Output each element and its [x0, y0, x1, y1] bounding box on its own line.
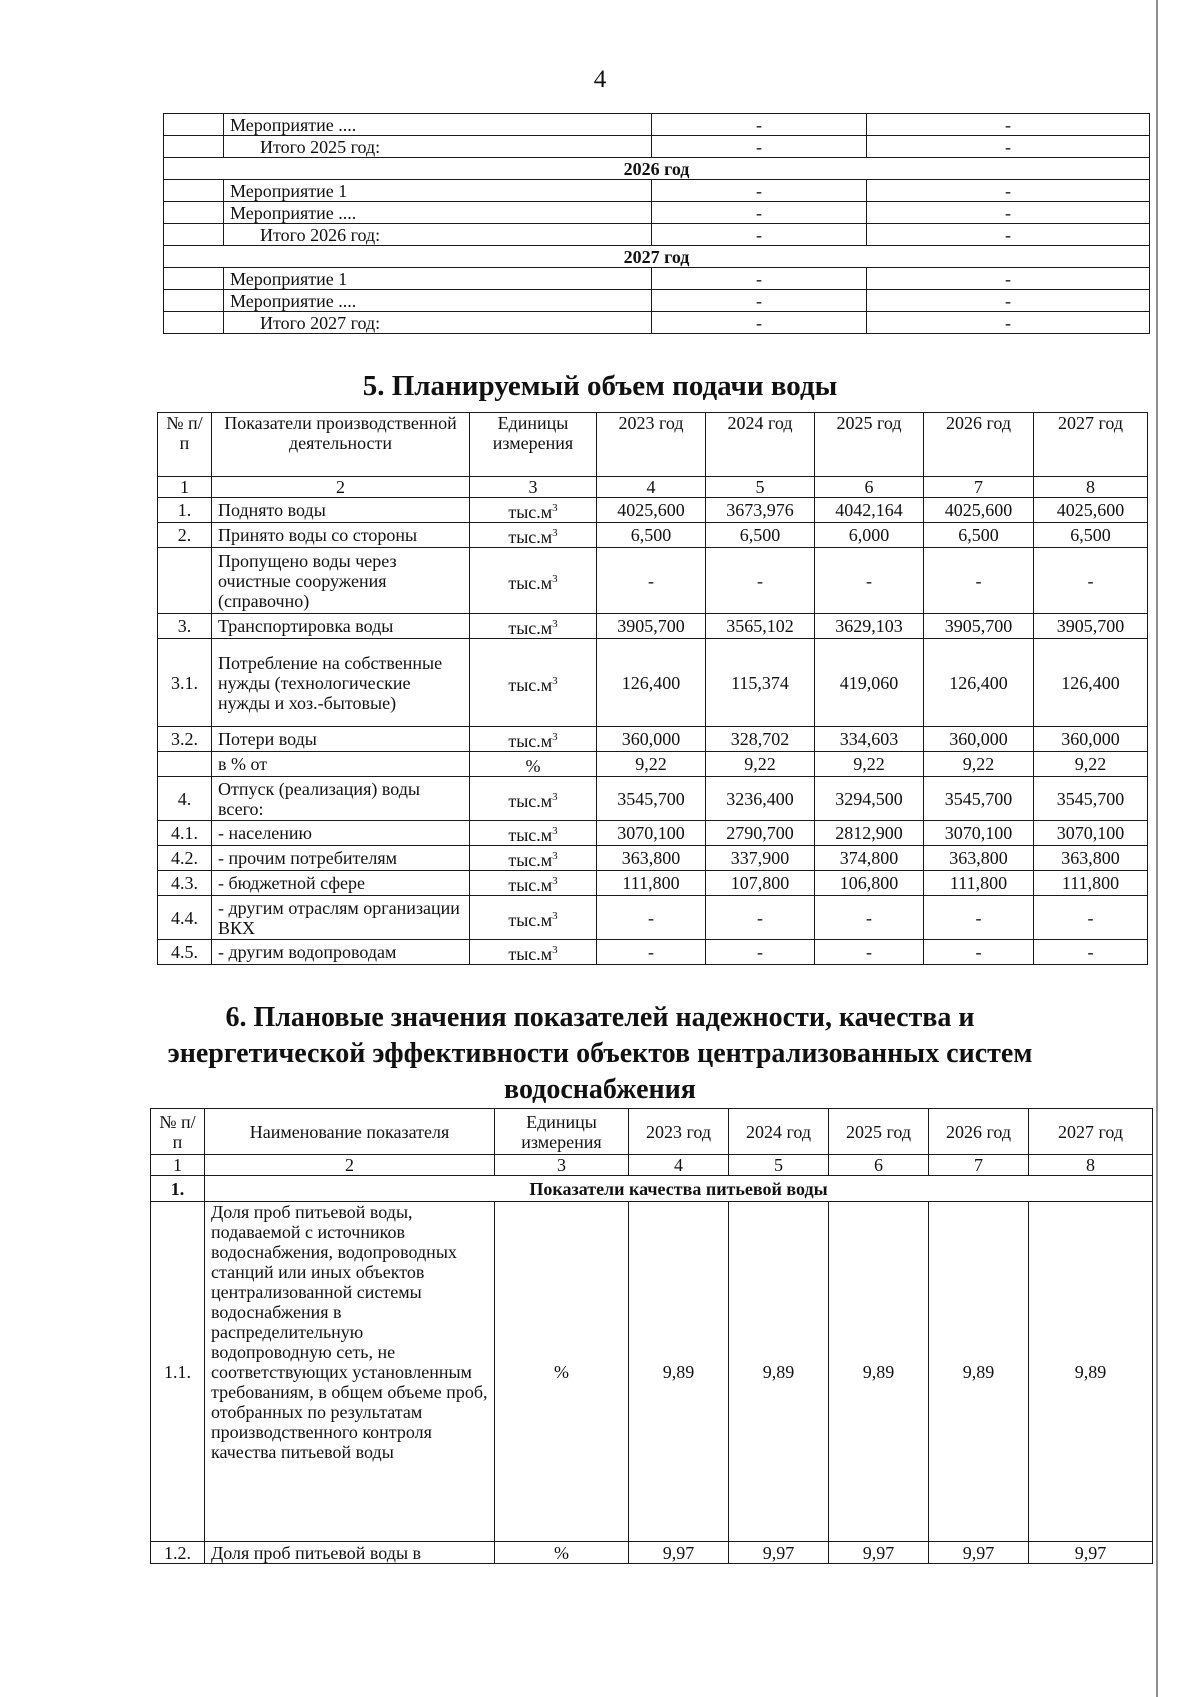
activity-value: -: [652, 224, 867, 246]
value-cell: -: [1034, 940, 1148, 965]
indicator-name: Пропущено воды через очистные сооружения (справочно): [212, 548, 470, 614]
column-header: 2026 год: [924, 413, 1034, 477]
unit-cell: [470, 940, 597, 965]
value-cell: 6,500: [706, 523, 815, 548]
indicator-name: Транспортировка воды: [212, 614, 470, 639]
unit-exponent: 3: [552, 527, 558, 539]
year-header-row: [164, 246, 1150, 268]
column-header: 2025 год: [829, 1109, 929, 1155]
value-cell: 9,97: [829, 1542, 929, 1564]
indicator-name: Отпуск (реализация) воды всего:: [212, 777, 470, 821]
section-5-title: 5. Планируемый объем подачи воды: [362, 370, 838, 402]
unit-cell: [470, 777, 597, 821]
header-row: [151, 1109, 1153, 1155]
column-header: № п/п: [151, 1109, 205, 1155]
activity-row: [164, 202, 1150, 224]
row-number: 4.1.: [158, 821, 212, 846]
value-cell: 111,800: [1034, 871, 1148, 896]
activity-value: -: [867, 114, 1150, 136]
table-row: [158, 727, 1148, 752]
value-cell: 328,702: [706, 727, 815, 752]
column-header: 2023 год: [597, 413, 706, 477]
water-supply-table: [157, 412, 1148, 965]
unit-text: тыс.м: [508, 790, 553, 811]
value-cell: 115,374: [706, 639, 815, 727]
activity-value: -: [867, 312, 1150, 334]
table-row: [158, 498, 1148, 523]
unit-cell: [470, 614, 597, 639]
year-label: 2027 год: [164, 246, 1150, 268]
indicator-name: в % от: [212, 752, 470, 777]
unit-cell: [470, 548, 597, 614]
activity-value: -: [652, 180, 867, 202]
row-number: 1.1.: [151, 1202, 205, 1542]
column-header: 2024 год: [706, 413, 815, 477]
indicator-name: Потери воды: [212, 727, 470, 752]
unit-cell: [470, 639, 597, 727]
column-number: 8: [1034, 477, 1148, 498]
column-header: 2027 год: [1034, 413, 1148, 477]
unit-text: тыс.м: [508, 502, 553, 522]
value-cell: 9,22: [1034, 752, 1148, 777]
value-cell: 9,22: [597, 752, 706, 777]
column-number: 5: [729, 1155, 829, 1176]
unit-text: тыс.м: [508, 731, 553, 751]
section-6-title-line-2: энергетической эффективности объектов централизованных систем: [167, 1038, 1033, 1069]
section-6-title-line-3: водоснабжения: [504, 1074, 696, 1105]
unit-exponent: 3: [552, 618, 558, 630]
value-cell: 4042,164: [815, 498, 924, 523]
indicator-name: Поднято воды: [212, 498, 470, 523]
value-cell: -: [815, 896, 924, 940]
value-cell: 106,800: [815, 871, 924, 896]
page-number: 4: [593, 66, 607, 93]
value-cell: 3070,100: [924, 821, 1034, 846]
value-cell: 6,500: [1034, 523, 1148, 548]
value-cell: 3905,700: [597, 614, 706, 639]
unit-text: тыс.м: [508, 825, 553, 845]
value-cell: 4025,600: [1034, 498, 1148, 523]
value-cell: 374,800: [815, 846, 924, 871]
unit-exponent: 3: [552, 731, 558, 743]
unit-exponent: 3: [552, 825, 558, 837]
unit-exponent: 3: [552, 502, 558, 514]
activity-value: -: [867, 180, 1150, 202]
value-cell: 3565,102: [706, 614, 815, 639]
column-number: 7: [924, 477, 1034, 498]
value-cell: 3629,103: [815, 614, 924, 639]
unit-cell: [470, 523, 597, 548]
indicator-name: Потребление на собственные нужды (технологические нужды и хоз.-бытовые): [212, 639, 470, 727]
unit-exponent: 3: [552, 850, 558, 862]
activity-value: -: [867, 136, 1150, 158]
activity-row: [164, 114, 1150, 136]
unit-cell: [470, 896, 597, 940]
total-label: Итого 2025 год:: [224, 136, 652, 158]
unit-text: тыс.м: [508, 618, 553, 638]
column-header: 2023 год: [629, 1109, 729, 1155]
table-row: [158, 940, 1148, 965]
column-header: Единицы измерения: [495, 1109, 629, 1155]
unit-exponent: 3: [552, 572, 558, 585]
unit-cell: [470, 727, 597, 752]
value-cell: -: [1034, 896, 1148, 940]
table-row: [158, 639, 1148, 727]
unit-text: тыс.м: [508, 909, 553, 930]
indicator-name: Принято воды со стороны: [212, 523, 470, 548]
value-cell: 3070,100: [1034, 821, 1148, 846]
page-edge-line: [1156, 0, 1158, 1697]
value-cell: 363,800: [924, 846, 1034, 871]
unit-cell: [470, 498, 597, 523]
year-label: 2026 год: [164, 158, 1150, 180]
row-number: 4.2.: [158, 846, 212, 871]
unit-text: %: [525, 756, 541, 776]
value-cell: -: [924, 896, 1034, 940]
value-cell: 334,603: [815, 727, 924, 752]
value-cell: 9,97: [629, 1542, 729, 1564]
value-cell: -: [1034, 548, 1148, 614]
unit-text: тыс.м: [508, 674, 553, 695]
value-cell: 3294,500: [815, 777, 924, 821]
activity-row: [164, 180, 1150, 202]
empty-cell: [164, 268, 224, 290]
column-number: 3: [495, 1155, 629, 1176]
column-number: 7: [929, 1155, 1029, 1176]
value-cell: -: [924, 548, 1034, 614]
reliability-indicators-table: [150, 1108, 1153, 1564]
value-cell: 9,97: [729, 1542, 829, 1564]
value-cell: 363,800: [597, 846, 706, 871]
table-row: [158, 821, 1148, 846]
unit-text: тыс.м: [508, 875, 553, 895]
value-cell: 3673,976: [706, 498, 815, 523]
activity-value: -: [652, 136, 867, 158]
unit-exponent: 3: [552, 790, 558, 803]
value-cell: 360,000: [924, 727, 1034, 752]
activity-value: -: [652, 312, 867, 334]
activity-value: -: [867, 224, 1150, 246]
total-label: Итого 2026 год:: [224, 224, 652, 246]
value-cell: 9,89: [629, 1202, 729, 1542]
column-number: 4: [597, 477, 706, 498]
activity-value: -: [867, 268, 1150, 290]
column-header: 2027 год: [1029, 1109, 1153, 1155]
value-cell: 6,500: [924, 523, 1034, 548]
activity-label: Мероприятие ....: [224, 114, 652, 136]
value-cell: 9,89: [1029, 1202, 1153, 1542]
value-cell: 4025,600: [597, 498, 706, 523]
row-number: 4.3.: [158, 871, 212, 896]
value-cell: -: [706, 548, 815, 614]
value-cell: -: [815, 548, 924, 614]
unit-text: тыс.м: [508, 944, 553, 964]
row-number: 4.4.: [158, 896, 212, 940]
value-cell: 107,800: [706, 871, 815, 896]
value-cell: 9,22: [815, 752, 924, 777]
unit-cell: [470, 821, 597, 846]
value-cell: 126,400: [1034, 639, 1148, 727]
table-row: [158, 896, 1148, 940]
activity-row: [164, 290, 1150, 312]
activity-value: -: [867, 202, 1150, 224]
group-number: 1.: [151, 1176, 205, 1202]
empty-cell: [164, 224, 224, 246]
header-row: [158, 413, 1148, 477]
value-cell: 126,400: [924, 639, 1034, 727]
activity-label: Мероприятие 1: [224, 268, 652, 290]
value-cell: -: [815, 940, 924, 965]
row-number: 4.: [158, 777, 212, 821]
value-cell: 9,22: [706, 752, 815, 777]
value-cell: 2790,700: [706, 821, 815, 846]
activity-value: -: [652, 290, 867, 312]
table-row: [151, 1202, 1153, 1542]
value-cell: 363,800: [1034, 846, 1148, 871]
value-cell: -: [597, 548, 706, 614]
column-header: Единицы измерения: [470, 413, 597, 477]
group-row: [151, 1176, 1153, 1202]
row-number: 3.: [158, 614, 212, 639]
unit-cell: [470, 871, 597, 896]
value-cell: 360,000: [597, 727, 706, 752]
column-header: 2026 год: [929, 1109, 1029, 1155]
value-cell: 6,000: [815, 523, 924, 548]
table-row: [158, 614, 1148, 639]
row-number: 1.: [158, 498, 212, 523]
activity-value: -: [867, 290, 1150, 312]
table-row: [158, 846, 1148, 871]
activity-row: [164, 136, 1150, 158]
activity-value: -: [652, 202, 867, 224]
section-6-title-line-1: 6. Плановые значения показателей надежности, качества и: [225, 1002, 975, 1033]
value-cell: 3905,700: [924, 614, 1034, 639]
activities-table: [163, 113, 1150, 334]
value-cell: 3236,400: [706, 777, 815, 821]
column-number: 3: [470, 477, 597, 498]
value-cell: -: [706, 896, 815, 940]
unit-text: тыс.м: [508, 572, 553, 593]
section-6-title: [0, 1000, 1200, 1108]
row-number: [158, 752, 212, 777]
indicator-name: Доля проб питьевой воды в: [205, 1542, 495, 1564]
activity-row: [164, 224, 1150, 246]
value-cell: -: [924, 940, 1034, 965]
table-row: [158, 777, 1148, 821]
row-number: 4.5.: [158, 940, 212, 965]
table-row: [151, 1542, 1153, 1564]
value-cell: -: [597, 896, 706, 940]
activity-label: Мероприятие ....: [224, 290, 652, 312]
column-number: 2: [205, 1155, 495, 1176]
activity-row: [164, 268, 1150, 290]
row-number: 1.2.: [151, 1542, 205, 1564]
indicator-name: - населению: [212, 821, 470, 846]
activity-row: [164, 312, 1150, 334]
empty-cell: [164, 136, 224, 158]
year-header-row: [164, 158, 1150, 180]
empty-cell: [164, 202, 224, 224]
unit-exponent: 3: [552, 909, 558, 922]
value-cell: 2812,900: [815, 821, 924, 846]
column-number: 5: [706, 477, 815, 498]
value-cell: 3545,700: [1034, 777, 1148, 821]
column-header: Наименование показателя: [205, 1109, 495, 1155]
value-cell: 9,89: [729, 1202, 829, 1542]
column-number: 1: [158, 477, 212, 498]
column-number: 2: [212, 477, 470, 498]
indicator-name: - другим водопроводам: [212, 940, 470, 965]
value-cell: 6,500: [597, 523, 706, 548]
value-cell: 9,97: [929, 1542, 1029, 1564]
row-number: 3.2.: [158, 727, 212, 752]
value-cell: 111,800: [597, 871, 706, 896]
value-cell: 9,22: [924, 752, 1034, 777]
value-cell: 9,97: [1029, 1542, 1153, 1564]
value-cell: 360,000: [1034, 727, 1148, 752]
column-number-row: [158, 477, 1148, 498]
value-cell: 3905,700: [1034, 614, 1148, 639]
unit-exponent: 3: [552, 944, 558, 956]
column-number: 8: [1029, 1155, 1153, 1176]
unit-cell: %: [495, 1202, 629, 1542]
table-row: [158, 523, 1148, 548]
column-header: № п/п: [158, 413, 212, 477]
empty-cell: [164, 290, 224, 312]
value-cell: -: [597, 940, 706, 965]
activity-value: -: [652, 268, 867, 290]
column-number-row: [151, 1155, 1153, 1176]
column-header: Показатели производственной деятельности: [212, 413, 470, 477]
indicator-name: - бюджетной сфере: [212, 871, 470, 896]
value-cell: 9,89: [829, 1202, 929, 1542]
value-cell: 3545,700: [597, 777, 706, 821]
unit-cell: [470, 752, 597, 777]
value-cell: 126,400: [597, 639, 706, 727]
total-label: Итого 2027 год:: [224, 312, 652, 334]
row-number: 3.1.: [158, 639, 212, 727]
row-number: [158, 548, 212, 614]
unit-exponent: 3: [552, 875, 558, 887]
indicator-name: - прочим потребителям: [212, 846, 470, 871]
indicator-name: - другим отраслям организации ВКХ: [212, 896, 470, 940]
row-number: 2.: [158, 523, 212, 548]
unit-text: тыс.м: [508, 527, 553, 547]
column-header: 2025 год: [815, 413, 924, 477]
value-cell: 3545,700: [924, 777, 1034, 821]
value-cell: 337,900: [706, 846, 815, 871]
activity-value: -: [652, 114, 867, 136]
column-number: 6: [815, 477, 924, 498]
unit-cell: [470, 846, 597, 871]
value-cell: -: [706, 940, 815, 965]
empty-cell: [164, 312, 224, 334]
value-cell: 3070,100: [597, 821, 706, 846]
unit-exponent: 3: [552, 674, 558, 687]
table-row: [158, 752, 1148, 777]
column-number: 1: [151, 1155, 205, 1176]
empty-cell: [164, 180, 224, 202]
unit-cell: %: [495, 1542, 629, 1564]
group-label: Показатели качества питьевой воды: [205, 1176, 1153, 1202]
activity-label: Мероприятие 1: [224, 180, 652, 202]
unit-text: тыс.м: [508, 850, 553, 870]
column-number: 6: [829, 1155, 929, 1176]
activity-label: Мероприятие ....: [224, 202, 652, 224]
table-row: [158, 871, 1148, 896]
value-cell: 9,89: [929, 1202, 1029, 1542]
indicator-name: Доля проб питьевой воды, подаваемой с источников водоснабжения, водопроводных станций или иных объектов централизованной системы водоснабжения в распределительную водопроводную сеть, не соответствующих установленным требованиям, в общем объеме проб, отобранных по результатам производственного контроля качества питьевой воды: [205, 1202, 495, 1542]
empty-cell: [164, 114, 224, 136]
value-cell: 111,800: [924, 871, 1034, 896]
column-header: 2024 год: [729, 1109, 829, 1155]
column-number: 4: [629, 1155, 729, 1176]
value-cell: 419,060: [815, 639, 924, 727]
table-row: [158, 548, 1148, 614]
value-cell: 4025,600: [924, 498, 1034, 523]
